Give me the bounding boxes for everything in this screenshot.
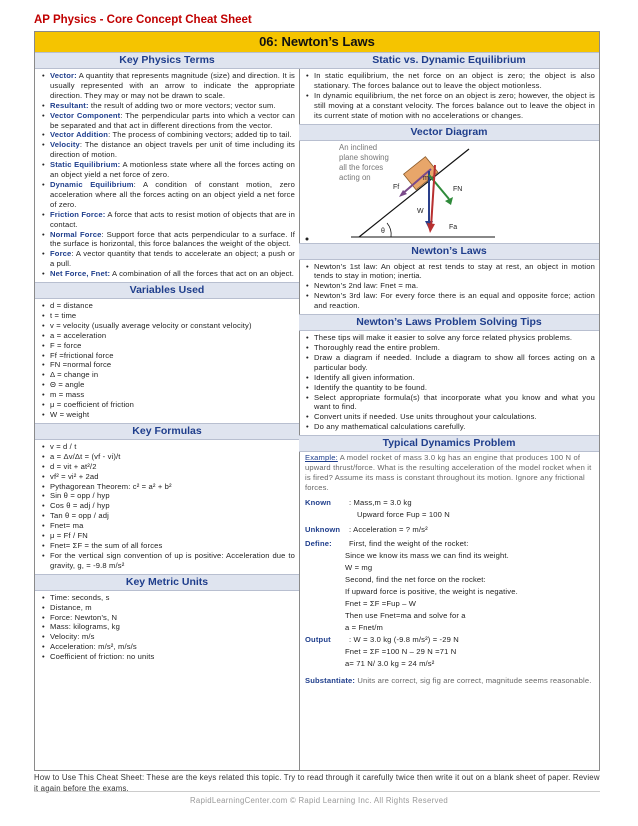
define-label: Define: [305,539,332,549]
term-definition: A force that acts to resist motion of objects that are in contact. [50,209,295,229]
known-line: : Mass,m = 3.0 kg [349,497,412,507]
list-item: • In dynamic equilibrium, the net force on an object is zero; however, the object is still moving at a constant velocity. The forces balance out to leave the object in its current state of motion with no accelerations or changes. [309,91,595,121]
list-item [45,180,295,210]
define-line: a = Fnet/m [345,622,384,632]
list-item: • Identify all given information. [309,373,595,383]
list-item: • v = velocity (usually average velocity or constant velocity) [45,321,295,331]
list-item: • Select appropriate formula(s) that incorporate what you know and what you want to find. [309,393,595,413]
list-item [45,210,295,230]
document-title: AP Physics - Core Concept Cheat Sheet [34,14,252,26]
problem-unknown [299,524,599,536]
mass-label: m [423,174,429,182]
define-line: Since we know its mass we can find its weight. [345,551,509,561]
term-definition: : A condition of constant motion, zero acceleration where all the forces acting on an object yield a net force of zero. [50,179,295,209]
term-label: Dynamic Equilibrium [50,179,134,189]
list-item: • W = weight [45,410,295,420]
formulas-list [35,440,299,574]
list-item: • Force: Newton’s, N [45,613,295,623]
term-definition: A combination of all the forces that act on an object. [110,269,295,279]
list-item: • For the vertical sign convention of up is positive: Acceleration due to gravity, g, = -9.8 m/s² [45,551,295,571]
variables-heading: Variables Used [35,282,299,299]
right-column [299,52,599,770]
term-definition: : The distance an object travels per unit of time including its direction of motion. [50,140,295,160]
list-item: • In static equilibrium, the net force on an object is zero; the object is also stationary. The forces balance out to leave the object motionless. [309,71,595,91]
inclined-plane-svg [299,141,599,243]
list-item: • These tips will make it easier to solve any force related physics problems. [309,333,595,343]
diagram-caption: An inclined plane showing all the forces acting on [339,142,389,182]
list-item: • Coefficient of friction: no units [45,652,295,662]
vector-diagram-heading: Vector Diagram [299,124,599,141]
list-item: • Fnet= ΣF = the sum of all forces [45,541,295,551]
list-item: • Distance, m [45,603,295,613]
term-definition: the result of adding two or more vectors; vector sum. [88,100,276,110]
define-line: W = mg [345,563,373,573]
list-item: • Ff =frictional force [45,351,295,361]
problem-known-2: Upward force Fup = 100 N [357,509,450,519]
list-item: • Mass: kilograms, kg [45,622,295,632]
term-definition: : The perpendicular parts into which a vector can be separated and that act in different directions from the vector. [50,110,295,130]
normal-arrow [429,175,449,199]
list-item [45,160,295,180]
list-item: • t = time [45,311,295,321]
term-label: Net Force, Fnet: [50,269,111,279]
bullet-dot [306,237,309,240]
define-line: Then use Fnet=ma and solve for a [345,610,466,620]
left-column [35,52,300,770]
list-item: • a = Δv/Δt = (vf - vi)/t [45,452,295,462]
variables-list [35,299,299,423]
list-item: • μ = Ff / FN [45,531,295,541]
term-label: Normal Force [50,229,102,239]
usage-note: How to Use This Cheat Sheet: These are the keys related this topic. Try to read through it carefully twice then write it out on a blank sheet of paper. Review it again before the exams. [34,773,600,793]
inclined-plane-diagram [299,141,599,243]
list-item: • v = d / t [45,442,295,452]
unknown-label: Unknown [305,524,341,534]
example-label: Example: [305,453,338,463]
angle-arc [387,223,391,237]
topic-banner: 06: Newton’s Laws [35,32,599,52]
list-item: • a = acceleration [45,331,295,341]
list-item: • Thoroughly read the entire problem. [309,343,595,353]
list-item: • vf² = vi² + 2ad [45,472,295,482]
problem-output [299,634,599,646]
list-item: • F = force [45,341,295,351]
term-label: Vector Component [50,110,121,120]
normal-label: FN [453,185,463,193]
problem-heading: Typical Dynamics Problem [299,435,599,452]
list-item: • Newton’s 3rd law: For every force there is an equal and opposite force; action and reaction. [309,291,595,311]
problem-known [299,497,599,509]
formulas-heading: Key Formulas [35,423,299,440]
list-item: • Velocity: m/s [45,632,295,642]
problem-define [299,538,599,550]
define-line: Fnet = ΣF =Fup – W [345,599,417,608]
list-item: • Tan θ = opp / adj [45,511,295,521]
cheat-sheet-frame [34,31,600,771]
substantiate-text: Units are correct, sig fig are correct, magnitude seems reasonable. [355,676,592,686]
list-item: • Newton’s 1st law: An object at rest tends to stay at rest, an object in motion tends to stay in motion; inertia. [309,262,595,282]
equilibrium-heading: Static vs. Dynamic Equilibrium [299,52,599,69]
list-item [45,269,295,279]
list-item: • μ = coefficient of friction [45,400,295,410]
example-text: A model rocket of mass 3.0 kg has an engine that produces 100 N of upward thrust/force. What is the resulting acceleration of the model rocket when it is fired? Assume its mass is constant throughout its motion. Ignore any frictional forces. [305,453,592,492]
units-list [35,591,299,665]
term-label: Force [50,249,72,259]
list-item [45,71,295,101]
list-item: • Draw a diagram if needed. Include a diagram to show all forces acting on a particular body. [309,353,595,373]
term-label: Vector Addition [50,130,109,140]
term-label: Friction Force: [50,209,106,219]
equilibrium-list [299,69,599,124]
term-label: Static Equilibrium: [50,160,121,170]
list-item [45,111,295,131]
list-item [45,130,295,140]
list-item: • Pythagorean Theorem: c² = a² + b² [45,482,295,492]
copyright-footer: RapidLearningCenter.com © Rapid Learning Inc. All Rights Reserved [190,796,448,805]
list-item: • Newton’s 2nd law: Fnet = ma. [309,281,595,291]
output-line: Fnet = ΣF =100 N – 29 N =71 N [345,646,457,656]
term-definition: : The process of combining vectors; added tip to tail. [108,130,292,140]
substantiate-label: Substantiate: [305,676,356,686]
list-item: • Time: seconds, s [45,593,295,603]
tips-heading: Newton’s Laws Problem Solving Tips [299,314,599,331]
key-terms-list [35,69,299,282]
known-label: Known [305,497,332,507]
tips-list [299,331,599,435]
key-terms-heading: Key Physics Terms [35,52,299,69]
list-item: • d = vit + at²/2 [45,462,295,472]
problem-substantiate [299,675,599,687]
define-line: First, find the weight of the rocket: [349,539,469,549]
applied-force-label: Fa [449,223,458,231]
output-line: : W = 3.0 kg (-9.8 m/s²) = -29 N [349,634,459,644]
newtons-laws-list [299,260,599,315]
list-item: • Θ = angle [45,380,295,390]
define-line: Second, find the net force on the rocket: [345,575,486,585]
list-item: • d = distance [45,301,295,311]
term-definition: A quantity that represents magnitude (size) and direction. It is usually represented with an arrow to indicate the appropriate direction. They may or may not be drawn to scale. [50,71,295,100]
term-definition: : A vector quantity that tends to accelerate an object; a push or a pull. [50,249,295,269]
term-definition: A motionless state where all the forces acting on an object yield a net force of zero. [50,160,296,180]
list-item [45,230,295,250]
footer-divider [34,791,600,792]
list-item: • Acceleration: m/s², m/s/s [45,642,295,652]
list-item: • Do any mathematical calculations carefully. [309,422,595,432]
term-label: Vector: [50,71,77,80]
list-item: • Cos θ = adj / hyp [45,501,295,511]
output-label: Output [305,634,331,644]
list-item: • Δ = change in [45,370,295,380]
list-item [45,101,295,111]
newtons-laws-heading: Newton’s Laws [299,243,599,260]
list-item: • FN =normal force [45,360,295,370]
applied-force-arrowhead [427,223,435,233]
units-heading: Key Metric Units [35,574,299,591]
term-label: Velocity [50,140,80,150]
weight-label: W [417,207,424,215]
term-label: Resultant: [50,100,89,110]
list-item: • m = mass [45,390,295,400]
list-item [45,140,295,160]
list-item [45,249,295,269]
term-definition: : Support force that acts perpendicular to a surface. If the surface is horizontal, this force balances the weight of the object. [50,229,295,249]
friction-label: Ff [393,183,400,191]
unknown-line: : Acceleration = ? m/s² [349,524,428,534]
output-line: a= 71 N/ 3.0 kg = 24 m/s² [345,658,435,668]
angle-label: θ [381,227,385,235]
list-item: • Convert units if needed. Use units throughout your calculations. [309,412,595,422]
problem-example [299,452,599,494]
define-line: If upward force is positive, the weight is negative. [345,587,518,597]
list-item: • Fnet= ma [45,521,295,531]
list-item: • Identify the quantity to be found. [309,383,595,393]
list-item: • Sin θ = opp / hyp [45,491,295,501]
